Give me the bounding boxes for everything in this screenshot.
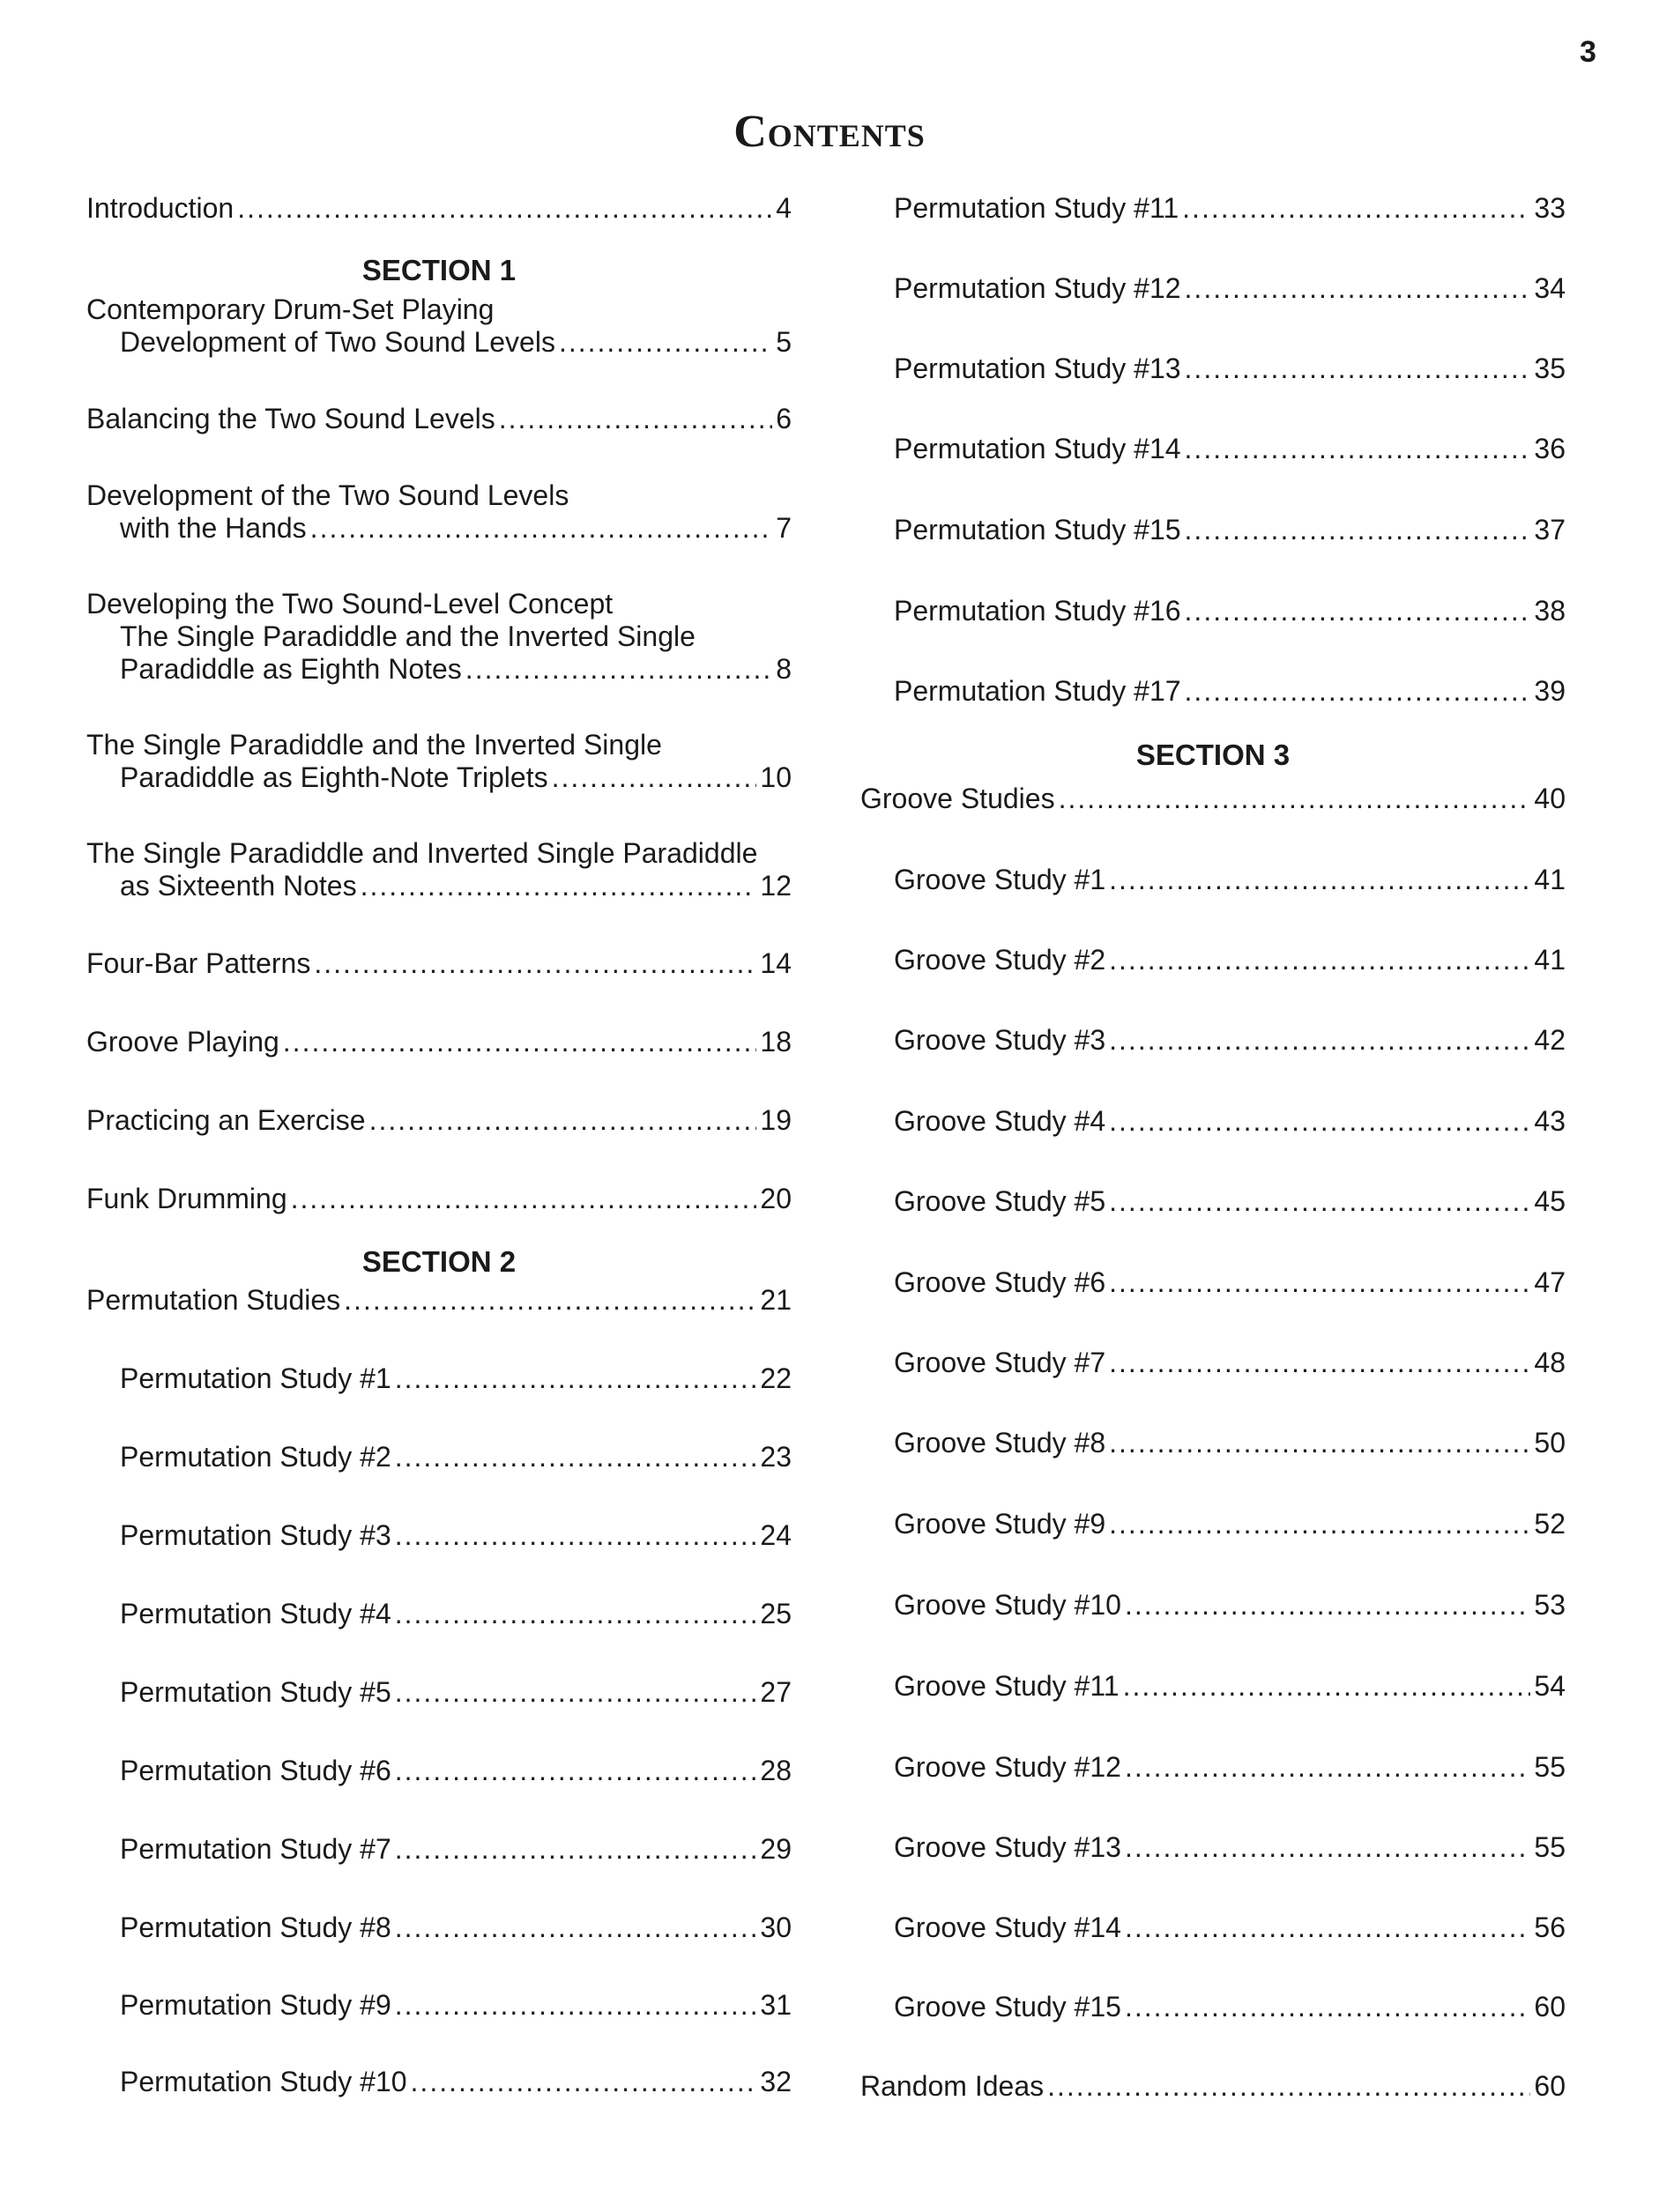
dot-leader xyxy=(1109,1105,1530,1138)
entry-page: 60 xyxy=(1534,2070,1566,2102)
dot-leader xyxy=(395,1362,757,1395)
entry-title: Groove Study #7 xyxy=(894,1347,1106,1378)
dot-leader xyxy=(395,1755,757,1787)
entry-title: Groove Study #10 xyxy=(894,1589,1121,1621)
entry-title: Permutation Study #8 xyxy=(120,1911,391,1943)
dot-leader xyxy=(1185,514,1531,546)
section-2-heading: SECTION 2 xyxy=(361,1245,517,1278)
entry-page: 47 xyxy=(1534,1266,1566,1298)
entry-title: Permutation Study #15 xyxy=(894,514,1181,546)
dot-leader xyxy=(395,1676,757,1709)
entry-title: Random Ideas xyxy=(860,2070,1045,2102)
entry-title: Permutation Study #11 xyxy=(894,192,1179,224)
entry-title: Groove Playing xyxy=(86,1026,279,1058)
dot-leader xyxy=(1185,353,1531,385)
page-number: 3 xyxy=(1580,35,1596,69)
toc-entry-groove-study[interactable] xyxy=(860,944,1566,976)
toc-entry-practicing-an-exercise[interactable] xyxy=(86,1104,792,1137)
toc-entry-groove-study[interactable] xyxy=(860,1185,1566,1218)
entry-title: Groove Study #9 xyxy=(894,1508,1106,1540)
entry-title: Permutation Study #7 xyxy=(120,1833,391,1865)
entry-title: Groove Study #13 xyxy=(894,1831,1121,1863)
entry-page: 20 xyxy=(760,1183,792,1214)
entry-title: Practicing an Exercise xyxy=(86,1104,366,1136)
entry-page: 40 xyxy=(1534,783,1566,814)
entry-page: 43 xyxy=(1534,1105,1566,1137)
dot-leader xyxy=(1123,1670,1531,1703)
entry-title: Permutation Study #14 xyxy=(894,433,1181,464)
entry-title: Permutation Study #4 xyxy=(120,1598,391,1629)
entry-page: 41 xyxy=(1534,864,1566,895)
entry-page: 12 xyxy=(760,870,792,902)
toc-entry-two-sound-levels[interactable] xyxy=(86,293,792,359)
toc-entry-permutation-study[interactable] xyxy=(86,1911,792,1944)
dot-leader xyxy=(1047,2070,1530,2103)
entry-title-line: Developing the Two Sound-Level Concept xyxy=(86,588,614,620)
toc-entry-groove-study[interactable] xyxy=(860,1508,1566,1540)
entry-title: Permutation Study #3 xyxy=(120,1519,391,1551)
dot-leader xyxy=(1109,1266,1530,1299)
section-3-heading: SECTION 3 xyxy=(1135,739,1291,771)
entry-page: 21 xyxy=(760,1284,792,1316)
entry-page: 39 xyxy=(1534,675,1566,707)
dot-leader xyxy=(1185,675,1531,708)
dot-leader xyxy=(1185,272,1531,305)
entry-page: 53 xyxy=(1534,1589,1566,1621)
toc-entry-permutation-study[interactable] xyxy=(860,675,1566,708)
toc-entry-permutation-study[interactable] xyxy=(86,1989,792,2022)
dot-leader xyxy=(1109,944,1530,976)
entry-title: Introduction xyxy=(86,192,234,224)
dot-leader xyxy=(499,403,772,435)
entry-title: Groove Study #3 xyxy=(894,1024,1106,1056)
entry-page: 34 xyxy=(1534,272,1566,304)
dot-leader xyxy=(1109,1347,1530,1379)
toc-entry-permutation-study[interactable] xyxy=(86,1598,792,1630)
toc-entry-groove-study[interactable] xyxy=(860,1991,1566,2023)
toc-entry-groove-study[interactable] xyxy=(860,1024,1566,1057)
entry-page: 31 xyxy=(760,1989,792,2021)
entry-title: Groove Study #6 xyxy=(894,1266,1106,1298)
dot-leader xyxy=(1109,1024,1530,1057)
entry-title: Groove Studies xyxy=(860,783,1055,814)
dot-leader xyxy=(1125,1831,1530,1864)
toc-entry-introduction[interactable] xyxy=(86,192,792,225)
toc-entry-groove-study[interactable] xyxy=(860,1347,1566,1379)
toc-entry-funk-drumming[interactable] xyxy=(86,1183,792,1215)
dot-leader xyxy=(1059,783,1531,815)
entry-page: 38 xyxy=(1534,595,1566,627)
dot-leader xyxy=(283,1026,757,1058)
toc-entry-permutation-study[interactable] xyxy=(86,1676,792,1709)
dot-leader xyxy=(1125,1589,1530,1622)
entry-title-line: The Single Paradiddle and the Inverted Single xyxy=(86,729,662,761)
dot-leader xyxy=(361,870,757,902)
entry-page: 28 xyxy=(760,1755,792,1786)
dot-leader xyxy=(1109,1427,1530,1459)
toc-entry-permutation-study[interactable] xyxy=(86,1441,792,1473)
dot-leader xyxy=(411,2066,757,2098)
entry-title-line: Contemporary Drum-Set Playing xyxy=(86,293,495,325)
entry-title: Paradiddle as Eighth Notes xyxy=(120,653,462,685)
entry-page: 5 xyxy=(776,326,792,358)
toc-entry-groove-study[interactable] xyxy=(860,1105,1566,1138)
entry-title: Permutation Study #16 xyxy=(894,595,1181,627)
entry-page: 23 xyxy=(760,1441,792,1473)
dot-leader xyxy=(1109,1185,1530,1218)
entry-title: Groove Study #4 xyxy=(894,1105,1106,1137)
entry-page: 27 xyxy=(760,1676,792,1708)
entry-title-line: Development of the Two Sound Levels xyxy=(86,479,569,511)
entry-title: Permutation Study #6 xyxy=(120,1755,391,1786)
entry-page: 24 xyxy=(760,1519,792,1551)
section-1-heading: SECTION 1 xyxy=(361,254,517,286)
toc-entry-groove-study[interactable] xyxy=(860,1427,1566,1459)
toc-entry-eighth-note-triplets[interactable] xyxy=(86,729,792,794)
toc-entry-groove-study[interactable] xyxy=(860,1751,1566,1784)
entry-title: Groove Study #12 xyxy=(894,1751,1121,1783)
entry-page: 25 xyxy=(760,1598,792,1629)
entry-page: 19 xyxy=(760,1104,792,1136)
dot-leader xyxy=(369,1104,757,1137)
dot-leader xyxy=(395,1519,757,1552)
dot-leader xyxy=(1185,595,1531,627)
toc-entry-permutation-study[interactable] xyxy=(86,1519,792,1552)
toc-right-column xyxy=(860,0,1566,2212)
toc-entry-permutation-study[interactable] xyxy=(860,514,1566,546)
entry-page: 56 xyxy=(1534,1911,1566,1943)
dot-leader xyxy=(344,1284,756,1317)
dot-leader xyxy=(1125,1751,1530,1784)
entry-title: as Sixteenth Notes xyxy=(120,870,357,902)
dot-leader xyxy=(1125,1991,1530,2023)
entry-title: Groove Study #11 xyxy=(894,1670,1120,1702)
entry-title: Permutation Studies xyxy=(86,1284,341,1316)
entry-title: Permutation Study #5 xyxy=(120,1676,391,1708)
toc-entry-groove-study[interactable] xyxy=(860,1831,1566,1864)
dot-leader xyxy=(1182,192,1530,225)
entry-page: 42 xyxy=(1534,1024,1566,1056)
dot-leader xyxy=(395,1911,757,1944)
toc-entry-permutation-study[interactable] xyxy=(860,192,1566,225)
dot-leader xyxy=(395,1833,757,1866)
entry-page: 10 xyxy=(760,761,792,793)
toc-left-column xyxy=(86,0,792,2212)
entry-title: Development of Two Sound Levels xyxy=(120,326,555,358)
entry-title: Permutation Study #1 xyxy=(120,1362,391,1394)
dot-leader xyxy=(552,761,757,794)
toc-entry-permutation-study[interactable] xyxy=(86,2066,792,2098)
dot-leader xyxy=(395,1598,757,1630)
entry-page: 36 xyxy=(1534,433,1566,464)
entry-page: 6 xyxy=(776,403,792,434)
entry-title: Groove Study #14 xyxy=(894,1911,1121,1943)
entry-title: Balancing the Two Sound Levels xyxy=(86,403,495,434)
toc-entry-permutation-study[interactable] xyxy=(860,353,1566,385)
dot-leader xyxy=(1109,1508,1530,1540)
entry-title: Permutation Study #9 xyxy=(120,1989,391,2021)
entry-page: 14 xyxy=(760,947,792,979)
toc-entry-with-the-hands[interactable] xyxy=(86,479,792,545)
dot-leader xyxy=(291,1183,757,1215)
toc-entry-sixteenth-notes[interactable] xyxy=(86,837,792,902)
toc-entry-permutation-study[interactable] xyxy=(86,1833,792,1866)
toc-entry-permutation-studies[interactable] xyxy=(86,1284,792,1317)
toc-entry-balancing[interactable] xyxy=(86,403,792,435)
entry-page: 48 xyxy=(1534,1347,1566,1378)
toc-entry-groove-playing[interactable] xyxy=(86,1026,792,1058)
entry-page: 52 xyxy=(1534,1508,1566,1540)
toc-entry-groove-studies[interactable] xyxy=(860,783,1566,815)
dot-leader xyxy=(1109,864,1530,896)
entry-page: 50 xyxy=(1534,1427,1566,1459)
entry-page: 54 xyxy=(1534,1670,1566,1702)
entry-title: Permutation Study #10 xyxy=(120,2066,407,2097)
entry-page: 41 xyxy=(1534,944,1566,976)
dot-leader xyxy=(1185,433,1531,465)
entry-title-line: The Single Paradiddle and the Inverted Single xyxy=(120,620,696,652)
dot-leader xyxy=(395,1989,757,2022)
entry-title: Groove Study #2 xyxy=(894,944,1106,976)
page-title: Contents xyxy=(733,107,926,157)
entry-page: 18 xyxy=(760,1026,792,1058)
entry-title: with the Hands xyxy=(120,512,307,544)
toc-entry-four-bar-patterns[interactable] xyxy=(86,947,792,980)
entry-title-line: The Single Paradiddle and Inverted Single Paradiddle xyxy=(86,837,758,869)
entry-title: Permutation Study #2 xyxy=(120,1441,391,1473)
entry-page: 22 xyxy=(760,1362,792,1394)
entry-title: Groove Study #8 xyxy=(894,1427,1106,1459)
dot-leader xyxy=(465,653,772,686)
dot-leader xyxy=(237,192,772,225)
entry-title: Permutation Study #13 xyxy=(894,353,1181,384)
entry-page: 33 xyxy=(1534,192,1566,224)
toc-entry-permutation-study[interactable] xyxy=(860,433,1566,465)
toc-entry-permutation-study[interactable] xyxy=(860,595,1566,627)
entry-page: 35 xyxy=(1534,353,1566,384)
entry-page: 37 xyxy=(1534,514,1566,546)
entry-page: 45 xyxy=(1534,1185,1566,1217)
entry-title: Permutation Study #12 xyxy=(894,272,1181,304)
entry-title: Groove Study #5 xyxy=(894,1185,1106,1217)
dot-leader xyxy=(395,1441,757,1473)
entry-page: 55 xyxy=(1534,1751,1566,1783)
entry-page: 32 xyxy=(760,2066,792,2097)
toc-entry-permutation-study[interactable] xyxy=(860,272,1566,305)
entry-title: Groove Study #15 xyxy=(894,1991,1121,2023)
toc-entry-groove-study[interactable] xyxy=(860,1670,1566,1703)
entry-page: 55 xyxy=(1534,1831,1566,1863)
entry-page: 60 xyxy=(1534,1991,1566,2023)
entry-title: Four-Bar Patterns xyxy=(86,947,311,979)
toc-entry-sound-level-concept[interactable] xyxy=(86,588,792,686)
dot-leader xyxy=(1125,1911,1530,1944)
dot-leader xyxy=(314,947,756,980)
entry-page: 29 xyxy=(760,1833,792,1865)
entry-page: 8 xyxy=(776,653,792,685)
entry-title: Permutation Study #17 xyxy=(894,675,1181,707)
toc-entry-permutation-study[interactable] xyxy=(86,1755,792,1787)
dot-leader xyxy=(310,512,773,545)
entry-title: Paradiddle as Eighth-Note Triplets xyxy=(120,761,548,793)
dot-leader xyxy=(559,326,772,359)
toc-entry-groove-study[interactable] xyxy=(860,1911,1566,1944)
toc-entry-permutation-study[interactable] xyxy=(86,1362,792,1395)
toc-entry-groove-study[interactable] xyxy=(860,864,1566,896)
toc-entry-groove-study[interactable] xyxy=(860,1266,1566,1299)
entry-page: 7 xyxy=(776,512,792,544)
entry-title: Funk Drumming xyxy=(86,1183,287,1214)
entry-page: 4 xyxy=(776,192,792,224)
toc-entry-random-ideas[interactable] xyxy=(860,2070,1566,2103)
entry-page: 30 xyxy=(760,1911,792,1943)
toc-entry-groove-study[interactable] xyxy=(860,1589,1566,1622)
entry-title: Groove Study #1 xyxy=(894,864,1106,895)
